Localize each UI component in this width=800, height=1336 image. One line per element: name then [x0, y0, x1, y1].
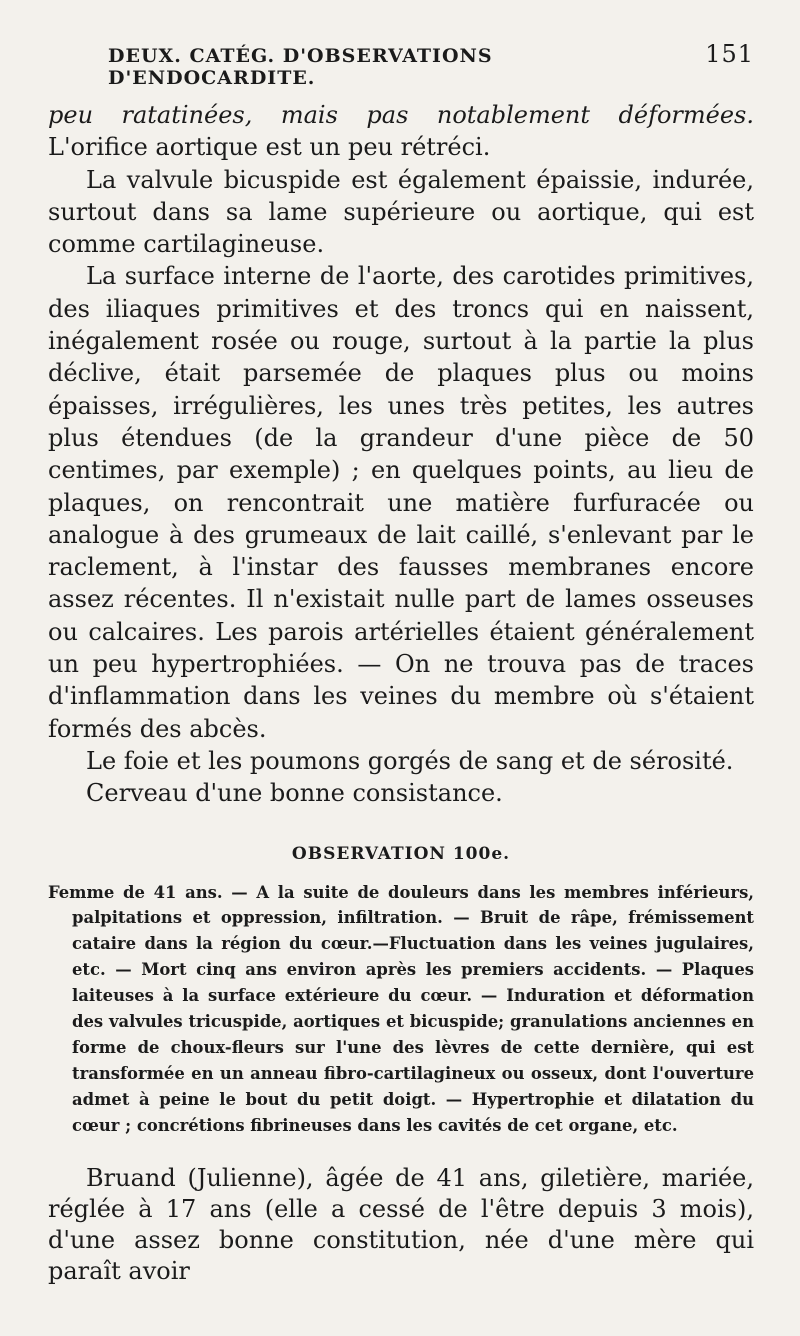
- running-head: [48, 40, 754, 89]
- observation-summary: [48, 880, 754, 1139]
- body-text: [48, 99, 754, 810]
- observation-title: OBSERVATION 100e.: [291, 843, 511, 864]
- running-title: DEUX. CATÉG. D'OBSERVATIONS D'ENDOCARDITE.: [108, 45, 493, 89]
- paragraph-1-italic: peu ratatinées, mais pas notablement déformées.: [48, 101, 754, 129]
- paragraph-2: La valvule bicuspide est également épaissie, indurée, surtout dans sa lame supérieure ou aortique, qui est comme cartilagineuse.: [48, 165, 754, 259]
- summary-text: Femme de 41 ans. — A la suite de douleurs dans les membres inférieurs, palpitations et oppression, infiltration. — Bruit de râpe, frémissement cataire dans la région du cœur.—Fluctuation dans les veines jugulaires, etc. — Mort cinq ans environ après les premiers accidents. — Plaques laiteuses à la surface extérieure du cœur. — Induration et déformation des valvules tricuspide, aortiques et bicuspide; granulations anciennes en forme de choux-fleurs sur l'une des lèvres de cette dernière, qui est transformée en un anneau fibro-cartilagineux ou osseux, dont l'ouverture admet à peine le bout du petit doigt. — Hypertrophie et dilatation du cœur ; concrétions fibrineuses dans les cavités de cet organe, etc.: [48, 882, 754, 1135]
- case-text: [48, 1163, 754, 1287]
- paragraph-5: Cerveau d'une bonne consistance.: [86, 779, 503, 808]
- paragraph-1-rest: L'orifice aortique est un peu rétréci.: [48, 133, 491, 162]
- paragraph-4: Le foie et les poumons gorgés de sang et de sérosité.: [86, 746, 734, 775]
- page-number: 151: [705, 40, 754, 68]
- case-paragraph: Bruand (Julienne), âgée de 41 ans, giletière, mariée, réglée à 17 ans (elle a cessé de l'être depuis 3 mois), d'une assez bonne constitution, née d'une mère qui paraît avoir: [48, 1163, 754, 1285]
- paragraph-3: La surface interne de l'aorte, des carotides primitives, des iliaques primitives et des troncs qui en naissent, inégalement rosée ou rouge, surtout à la partie la plus déclive, était parsemée de plaques plus ou moins épaisses, irrégulières, les unes très petites, les autres plus étendues (de la grandeur d'une pièce de 50 centimes, par exemple) ; en quelques points, au lieu de plaques, on rencontrait une matière furfuracée ou analogue à des grumeaux de lait caillé, s'enlevant par le raclement, à l'instar des fausses membranes encore assez récentes. Il n'existait nulle part de lames osseuses ou calcaires. Les parois artérielles étaient généralement un peu hypertrophiées. — On ne trouva pas de traces d'inflammation dans les veines du membre où s'étaient formés des abcès.: [48, 262, 754, 743]
- paragraph-1: [48, 99, 754, 164]
